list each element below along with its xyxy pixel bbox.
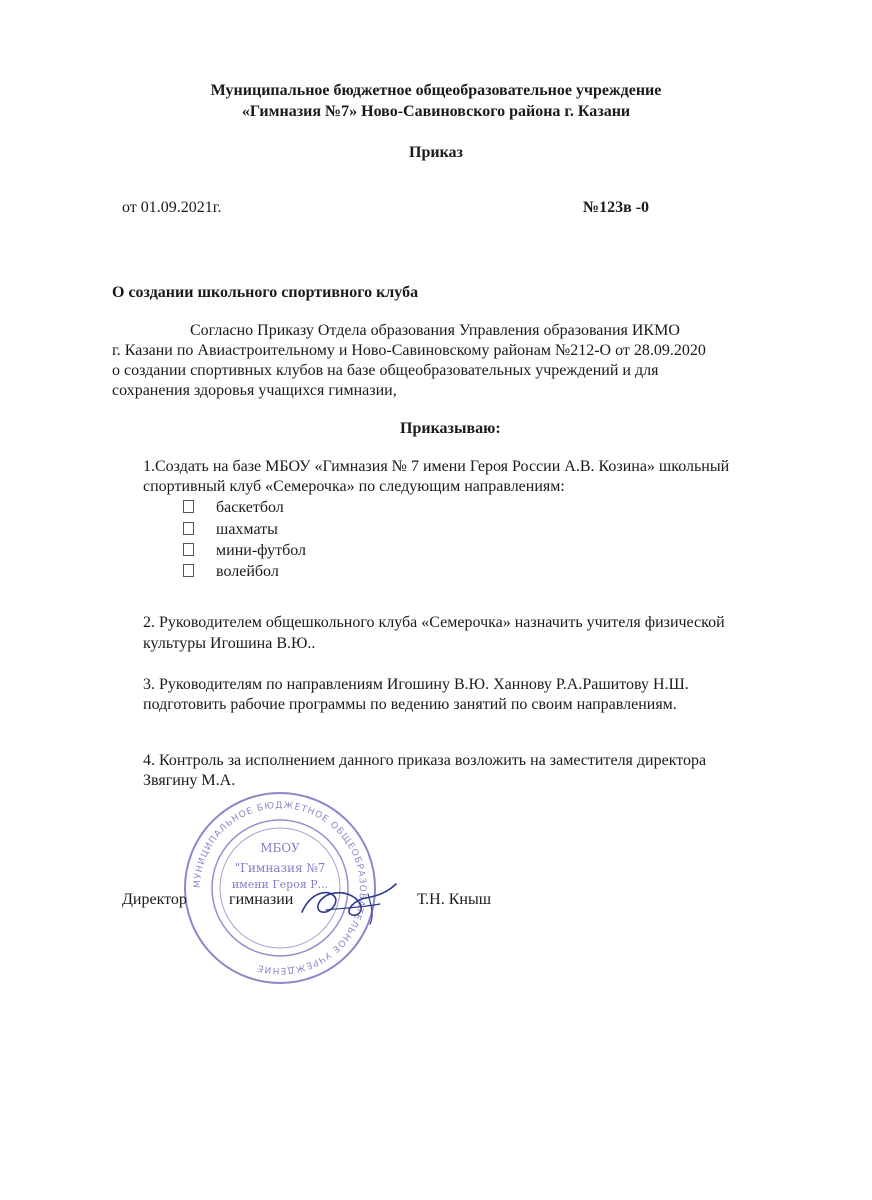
director-signature xyxy=(296,874,406,934)
stamp-center-line-1: МБОУ xyxy=(260,841,300,855)
checkbox-square-icon xyxy=(183,564,194,577)
checkbox-square-icon xyxy=(183,500,194,513)
order-subject: О создании школьного спортивного клуба xyxy=(112,284,419,301)
order-number: №123в -0 xyxy=(583,199,650,216)
stamp-ring-text: МУНИЦИПАЛЬНОЕ БЮДЖЕТНОЕ ОБЩЕОБРАЗОВАТЕЛЬНОЕ УЧРЕЖДЕНИЕ xyxy=(192,800,368,976)
direction-item: баскетбол xyxy=(183,499,284,517)
direction-item: волейбол xyxy=(183,563,279,581)
doc-type-title: Приказ xyxy=(409,144,463,161)
header-line-2: «Гимназия №7» Ново-Савиновского района г. Казани xyxy=(241,103,631,120)
item1-line-2: спортивный клуб «Семерочка» по следующим направлениям: xyxy=(143,478,565,495)
item2-line-2: культуры Игошина В.Ю.. xyxy=(143,635,316,652)
preamble-line-2: г. Казани по Авиастроительному и Ново-Савиновскому районам №212-О от 28.09.2020 xyxy=(112,342,706,359)
stamp-center-line-3: имени Героя Р... xyxy=(231,878,329,891)
stamp-center-line-2: "Гимназия №7 xyxy=(234,861,326,875)
preamble-line-4: сохранения здоровья учащихся гимназии, xyxy=(112,382,397,399)
item3-line-2: подготовить рабочие программы по ведению занятий по своим направлениям. xyxy=(143,696,677,713)
item3-line-1: 3. Руководителям по направлениям Игошину В.Ю. Ханнову Р.А.Рашитову Н.Ш. xyxy=(143,676,689,693)
item1-line-1: 1.Создать на базе МБОУ «Гимназия № 7 имени Героя России А.В. Козина» школьный xyxy=(143,458,730,475)
header-line-1: Муниципальное бюджетное общеобразовательное учреждение xyxy=(210,82,662,99)
preamble-line-1: Согласно Приказу Отдела образования Управления образования ИКМО xyxy=(190,322,680,339)
preamble-line-3: о создании спортивных клубов на базе общеобразовательных учреждений и для xyxy=(112,362,659,379)
item2-line-1: 2. Руководителем общешкольного клуба «Семерочка» назначить учителя физической xyxy=(143,614,725,631)
signer-org: гимназии xyxy=(229,891,294,908)
item4-line-1: 4. Контроль за исполнением данного приказа возложить на заместителя директора xyxy=(143,752,707,769)
item4-line-2: Звягину М.А. xyxy=(143,772,236,789)
checkbox-square-icon xyxy=(183,522,194,535)
signer-name: Т.Н. Кныш xyxy=(417,891,492,908)
order-date: от 01.09.2021г. xyxy=(122,199,222,216)
signer-position: Директор xyxy=(122,891,187,908)
order-word: Приказываю: xyxy=(400,420,501,437)
direction-item: шахматы xyxy=(183,521,278,539)
checkbox-square-icon xyxy=(183,543,194,556)
direction-item: мини-футбол xyxy=(183,542,306,560)
